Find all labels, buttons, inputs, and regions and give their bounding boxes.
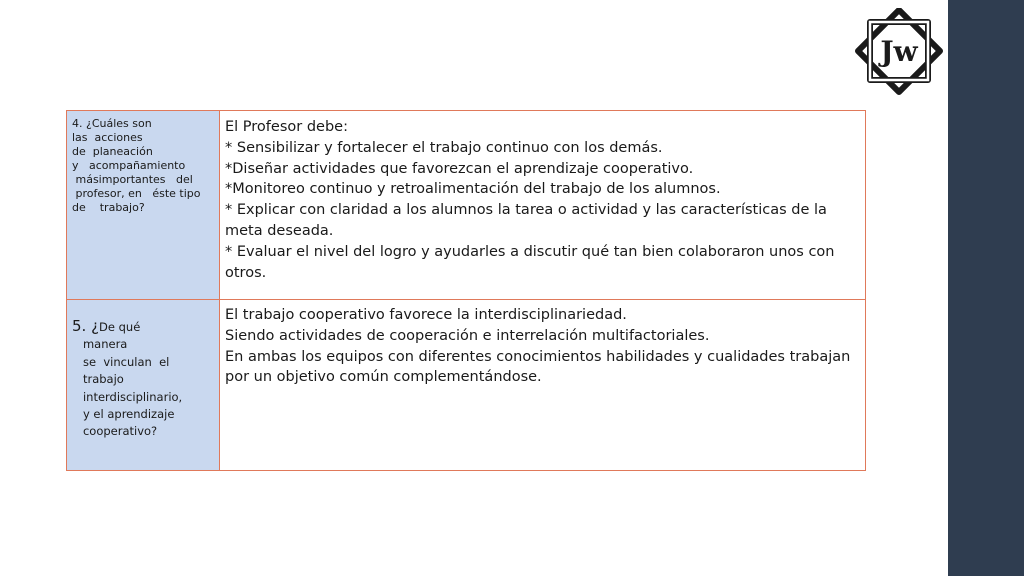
question-line: manera <box>72 337 128 352</box>
question-line: se vinculan el <box>72 354 170 369</box>
table-row <box>67 300 866 471</box>
answer-4 <box>220 111 865 299</box>
question-first-words: De qué <box>99 320 141 334</box>
question-line: las acciones <box>72 131 143 144</box>
question-first-line <box>72 318 215 336</box>
question-line: másimportantes del <box>72 173 193 186</box>
jw-logo-icon <box>852 8 946 98</box>
question-4 <box>67 111 219 299</box>
answer-line: * Explicar con claridad a los alumnos la tarea o actividad y las características de la meta deseada. <box>225 202 827 239</box>
answer-line: * Evaluar el nivel del logro y ayudarles a discutir qué tan bien colaboraron unos con otros. <box>225 243 835 281</box>
svg-text:Jw: Jw <box>880 35 918 68</box>
question-line: de planeación <box>72 145 153 158</box>
answer-cell <box>220 300 866 471</box>
answer-line: El trabajo cooperativo favorece la interdisciplinariedad. <box>225 307 627 323</box>
question-line: de trabajo? <box>72 201 145 214</box>
question-number: 5. ¿ <box>72 317 100 335</box>
answer-line: * Sensibilizar y fortalecer el trabajo continuo con los demás. <box>225 139 663 156</box>
answer-5 <box>220 300 865 470</box>
answer-line: *Monitoreo continuo y retroalimentación del trabajo de los alumnos. <box>225 181 721 198</box>
answer-line: El Profesor debe: <box>225 119 348 135</box>
qa-table <box>66 110 866 471</box>
question-line: cooperativo? <box>72 424 158 439</box>
answer-line: *Diseñar actividades que favorezcan el aprendizaje cooperativo. <box>225 160 694 177</box>
question-cell <box>67 300 220 471</box>
question-line: profesor, en éste tipo <box>72 187 201 200</box>
answer-line: Siendo actividades de cooperación e interrelación multifactoriales. <box>225 327 710 344</box>
table-row <box>67 111 866 300</box>
question-line: trabajo <box>72 372 124 387</box>
question-cell <box>67 111 220 300</box>
answer-line: En ambas los equipos con diferentes conocimientos habilidades y cualidades trabajan por un objetivo común complementándose. <box>225 348 851 386</box>
question-line: y acompañamiento <box>72 159 186 172</box>
right-sidebar-band <box>948 0 1024 576</box>
question-line: interdisciplinario, <box>72 389 183 404</box>
question-5 <box>67 300 219 470</box>
question-line: y el aprendizaje <box>72 407 175 422</box>
answer-cell <box>220 111 866 300</box>
question-line: 4. ¿Cuáles son <box>72 117 152 130</box>
